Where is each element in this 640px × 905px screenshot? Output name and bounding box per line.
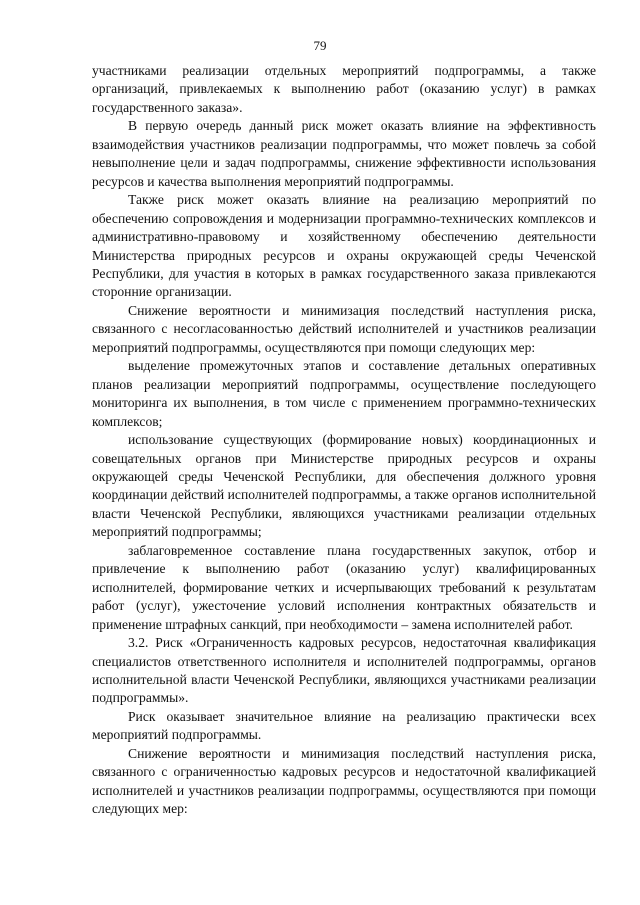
paragraph: участниками реализации отдельных мероприятий подпрограммы, а также организаций, привлекаемых к выполнению работ (оказанию услуг) в рамках государственного заказа». <box>92 63 596 115</box>
paragraph: Риск оказывает значительное влияние на реализацию практически всех мероприятий подпрограммы. <box>92 708 596 743</box>
list-item-measure: заблаговременное составление плана государственных закупок, отбор и привлечение к выполнению работ (оказанию услуг) квалифицированных исполнителей, формирование четких и исчерпывающих требований к результатам работ (услуг), ужесточение условий исполнения контрактных обязательств и применение штрафных санкций, при необходимости – замена исполнителей работ. <box>92 542 596 632</box>
paragraph: Также риск может оказать влияние на реализацию мероприятий по обеспечению сопровождения и модернизации программно-технических комплексов и административно-правовому и хозяйственному обеспечению деятельности Министерства природных ресурсов и охраны окружающей среды Чеченской Республики, для участия в которых в рамках государственного заказа привлекаются сторонние организации. <box>92 192 596 300</box>
body-text <box>92 62 596 819</box>
page-number: 79 <box>313 38 327 53</box>
list-item-measure: выделение промежуточных этапов и составление детальных оперативных планов реализации мероприятий подпрограммы, осуществление последующего мониторинга их выполнения, в том числе с применением программно-технических комплексов; <box>92 358 596 429</box>
paragraph: В первую очередь данный риск может оказать влияние на эффективность взаимодействия участников реализации подпрограммы, что может повлечь за собой невыполнение цели и задач подпрограммы, снижение эффективности использования ресурсов и качества выполнения мероприятий подпрограммы. <box>92 118 596 189</box>
paragraph: Снижение вероятности и минимизация последствий наступления риска, связанного с ограниченностью кадровых ресурсов и недостаточной квалификацией исполнителей и участников реализации подпрограммы, осуществляются при помощи следующих мер: <box>92 745 596 817</box>
paragraph: Снижение вероятности и минимизация последствий наступления риска, связанного с несогласованностью действий исполнителей и участников реализации мероприятий подпрограммы, осуществляются при помощи следующих мер: <box>92 302 596 355</box>
section-heading-risk: 3.2. Риск «Ограниченность кадровых ресурсов, недостаточная квалификация специалистов ответственного исполнителя и исполнителей подпрограммы, органов исполнительной власти Чеченской Республики, являющихся участниками реализации подпрограммы». <box>92 635 596 706</box>
list-item-measure: использование существующих (формирование новых) координационных и совещательных органов при Министерстве природных ресурсов и охраны окружающей среды Чеченской Республики, для обеспечения должного уровня координации действий исполнителей подпрограммы, а также органов исполнительной власти Чеченской Республики, являющихся участниками реализации отдельных мероприятий подпрограммы; <box>92 432 596 540</box>
